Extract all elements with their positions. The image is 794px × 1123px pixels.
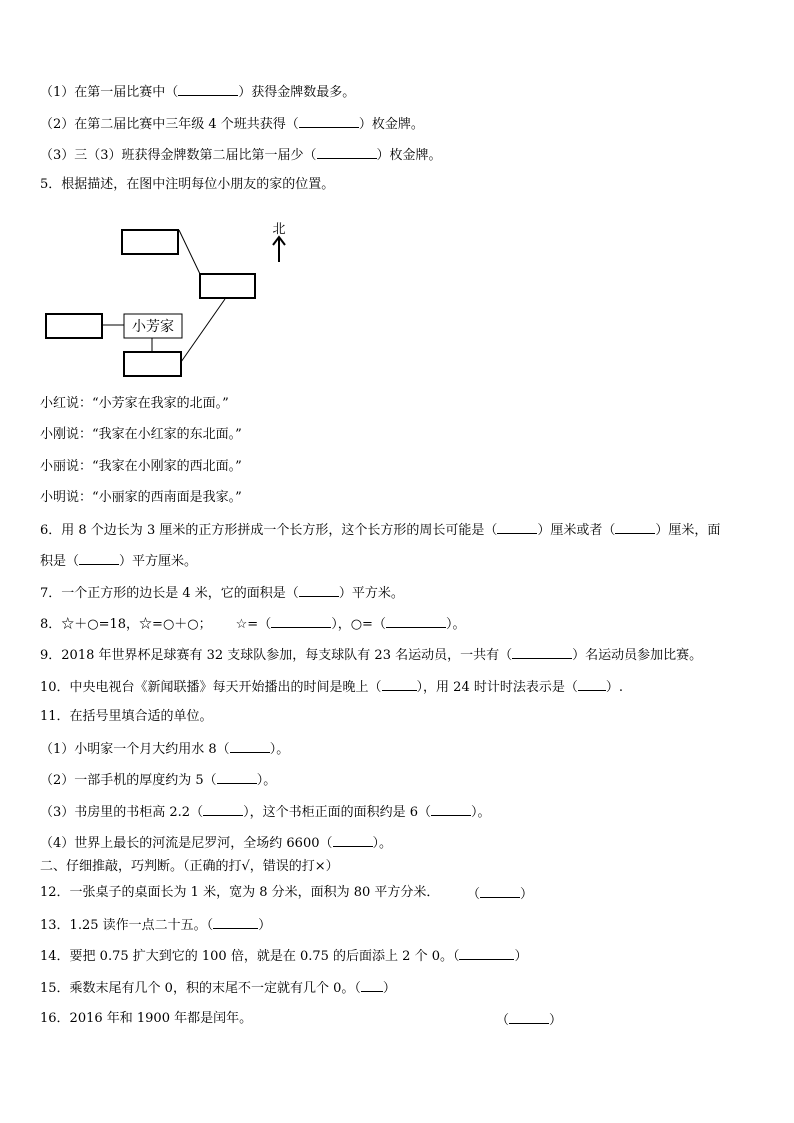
q11-sub1-text: （1）小明家一个月大约用水 8（ — [40, 742, 230, 757]
q11-sub2 — [40, 771, 276, 789]
q7 — [40, 584, 404, 602]
q11-sub2-text-end: ）。 — [256, 773, 277, 788]
answer-blank[interactable] — [213, 916, 258, 929]
q16-text: 16．2016 年和 1900 年都是闰年。 — [40, 1011, 253, 1026]
q11-sub1 — [40, 740, 289, 758]
q11-sub3-text: （3）书房里的书柜高 2.2（ — [40, 805, 204, 820]
answer-blank[interactable] — [512, 646, 572, 659]
answer-blank[interactable] — [386, 615, 446, 628]
statement-xiaogang: 小刚说：“我家在小红家的东北面。” — [40, 427, 242, 442]
q6-line2-text: 积是（ — [40, 554, 80, 569]
q9 — [40, 646, 702, 664]
q12-paren-close: ） — [520, 887, 534, 902]
q11-sub3-text-end: ）。 — [470, 805, 491, 820]
q6-text: 6．用 8 个边长为 3 厘米的正方形拼成一个长方形，这个长方形的周长可能是（ — [40, 523, 498, 538]
q13-text: 13．1.25 读作一点二十五。（ — [40, 918, 214, 933]
q6-text-end: ）厘米，面 — [655, 523, 721, 538]
q10 — [40, 678, 623, 696]
q10-text-end: ）. — [605, 680, 623, 695]
q13-paren-close: ） — [258, 918, 272, 933]
answer-blank[interactable] — [615, 521, 655, 534]
house-box-top[interactable] — [122, 230, 178, 254]
statement-xiaoli: 小丽说：“我家在小刚家的西北面。” — [40, 459, 242, 474]
q13 — [40, 916, 271, 934]
q8-text-mid2: ），○=（ — [331, 617, 386, 632]
q12-answer — [467, 885, 533, 903]
q16 — [40, 1011, 252, 1027]
xiaofang-house-label: 小芳家 — [132, 319, 174, 335]
q12-paren-open: （ — [467, 887, 481, 902]
q4-sub1-text: （1）在第一届比赛中（ — [40, 85, 179, 100]
q11-sub3-text-mid: ），这个书柜正面的面积约是 6（ — [243, 805, 431, 820]
q10-text-mid: ），用 24 时计时法表示是（ — [416, 680, 578, 695]
answer-blank[interactable] — [480, 885, 520, 898]
answer-blank[interactable] — [79, 552, 119, 565]
q14 — [40, 947, 528, 965]
answer-blank[interactable] — [431, 803, 471, 816]
house-box-bottom[interactable] — [124, 352, 181, 376]
answer-blank[interactable] — [230, 740, 270, 753]
q11-sub1-text-end: ）。 — [269, 742, 290, 757]
q15-text: 15．乘数末尾有几个 0，积的末尾不一定就有几个 0。（ — [40, 981, 361, 996]
answer-blank[interactable] — [361, 979, 383, 992]
q15-paren-close: ） — [382, 981, 396, 996]
q16-paren-close: ） — [549, 1013, 563, 1028]
q4-sub3-text: （3）三（3）班获得金牌数第二届比第一届少（ — [40, 148, 317, 163]
q15 — [40, 979, 396, 997]
q4-sub1-text-end: ）获得金牌数最多。 — [238, 85, 356, 100]
q6-line2-text-end: ）平方厘米。 — [119, 554, 198, 569]
q7-text: 7．一个正方形的边长是 4 米，它的面积是（ — [40, 586, 299, 601]
q11-sub4 — [40, 834, 392, 852]
house-box-left[interactable] — [46, 314, 102, 338]
q4-sub1 — [40, 83, 355, 101]
q11-sub4-text: （4）世界上最长的河流是尼罗河，全场约 6600（ — [40, 836, 333, 851]
q4-sub3-text-end: ）枚金牌。 — [376, 148, 442, 163]
house-box-right[interactable] — [200, 274, 255, 298]
q16-paren-open: （ — [496, 1013, 510, 1028]
answer-blank[interactable] — [271, 615, 331, 628]
answer-blank[interactable] — [317, 146, 377, 159]
answer-blank[interactable] — [178, 83, 238, 96]
q8-text-end: ）。 — [445, 617, 466, 632]
position-diagram — [40, 212, 320, 387]
answer-blank[interactable] — [382, 678, 417, 691]
q4-sub3 — [40, 146, 442, 164]
q8-text-mid: ☆=（ — [235, 617, 272, 632]
statement-xiaohong: 小红说：“小芳家在我家的北面。” — [40, 396, 229, 411]
section-2-heading: 二、仔细推敲，巧判断。（正确的打√，错误的打×） — [40, 859, 339, 874]
q16-answer — [496, 1011, 562, 1029]
north-label: 北 — [272, 222, 286, 237]
answer-blank[interactable] — [299, 115, 359, 128]
answer-blank[interactable] — [578, 678, 606, 691]
q8-text: 8．☆＋○=18，☆=○＋○； — [40, 617, 212, 632]
q7-text-end: ）平方米。 — [338, 586, 404, 601]
q11-sub4-text-end: ）。 — [372, 836, 393, 851]
q6-text-mid: ）厘米或者（ — [537, 523, 616, 538]
q10-text: 10．中央电视台《新闻联播》每天开始播出的时间是晚上（ — [40, 680, 382, 695]
q4-sub2-text-end: ）枚金牌。 — [358, 117, 424, 132]
q14-paren-close: ） — [514, 949, 528, 964]
q4-sub2 — [40, 115, 424, 133]
q8 — [40, 615, 465, 633]
q12-text: 12．一张桌子的桌面长为 1 米，宽为 8 分米，面积为 80 平方分米． — [40, 885, 440, 900]
q6-line2 — [40, 552, 197, 570]
connector-line — [179, 230, 200, 274]
q5-title: 5．根据描述，在图中注明每位小朋友的家的位置。 — [40, 177, 335, 192]
answer-blank[interactable] — [509, 1011, 549, 1024]
q11-sub2-text: （2）一部手机的厚度约为 5（ — [40, 773, 217, 788]
answer-blank[interactable] — [333, 834, 373, 847]
q4-sub2-text: （2）在第二届比赛中三年级 4 个班共获得（ — [40, 117, 299, 132]
q11-sub3 — [40, 803, 491, 821]
statement-xiaoming: 小明说：“小丽家的西南面是我家。” — [40, 490, 242, 505]
answer-blank[interactable] — [203, 803, 243, 816]
q12 — [40, 885, 439, 901]
answer-blank[interactable] — [459, 947, 514, 960]
answer-blank[interactable] — [217, 771, 257, 784]
answer-blank[interactable] — [299, 584, 339, 597]
q6-line1 — [40, 521, 720, 539]
connector-line — [181, 299, 225, 362]
q11-title: 11．在括号里填合适的单位。 — [40, 709, 213, 724]
q9-text: 9．2018 年世界杯足球赛有 32 支球队参加，每支球队有 23 名运动员，一共有（ — [40, 648, 513, 663]
q9-text-end: ）名运动员参加比赛。 — [572, 648, 703, 663]
answer-blank[interactable] — [497, 521, 537, 534]
q14-text: 14．要把 0.75 扩大到它的 100 倍，就是在 0.75 的后面添上 2 个 0。（ — [40, 949, 460, 964]
